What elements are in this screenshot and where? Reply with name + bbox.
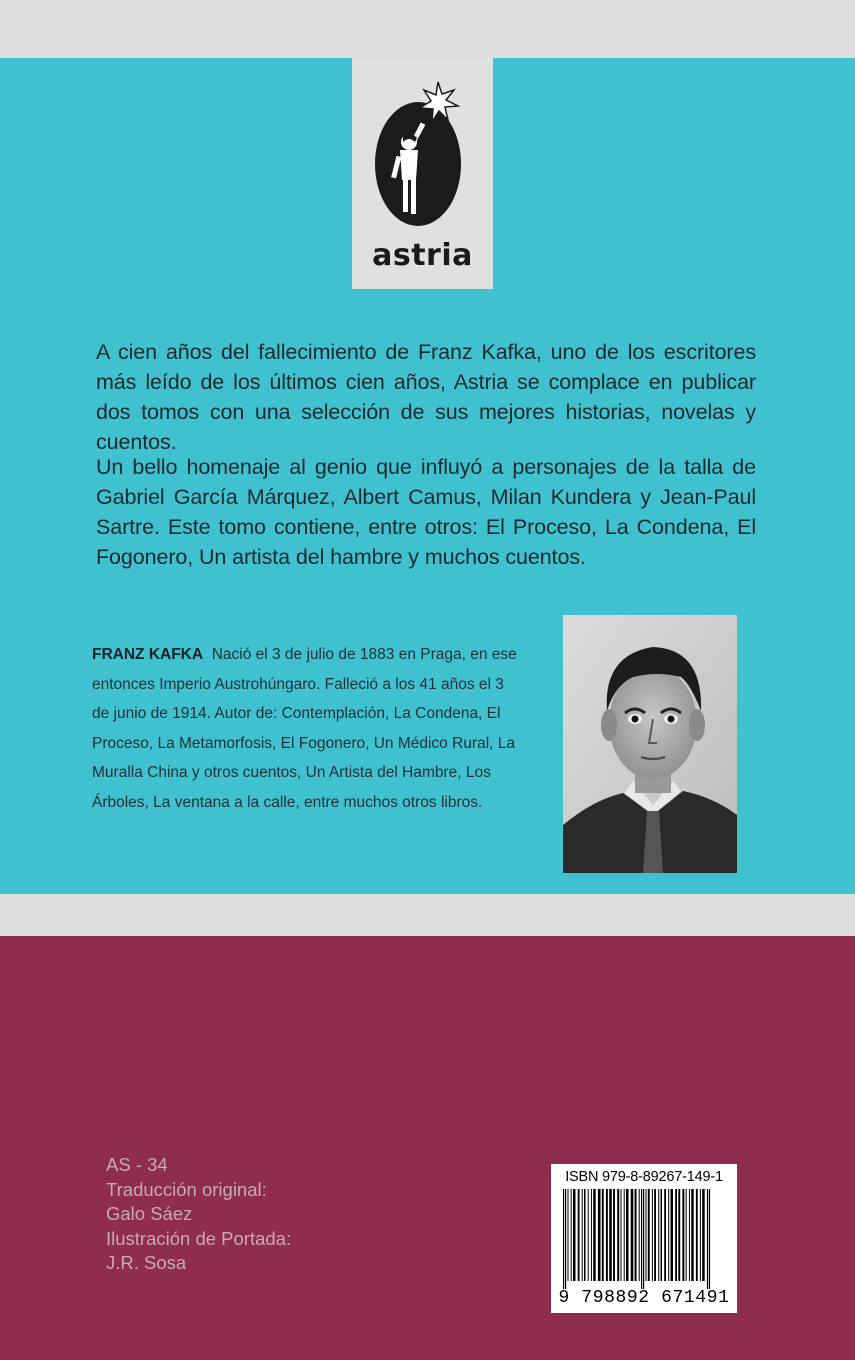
barcode-bar bbox=[617, 1189, 619, 1281]
barcode-guard-bar bbox=[709, 1189, 710, 1289]
credits-block bbox=[106, 1153, 291, 1276]
barcode-guard-bar bbox=[641, 1189, 642, 1289]
top-gray-band bbox=[0, 0, 855, 58]
barcode-bar bbox=[573, 1189, 576, 1281]
barcode-bar bbox=[621, 1189, 622, 1281]
barcode-bar bbox=[658, 1189, 659, 1281]
translation-label: Traducción original: bbox=[106, 1178, 267, 1200]
barcode-digits: 9 798892 671491 bbox=[558, 1288, 730, 1308]
barcode-bar bbox=[598, 1189, 601, 1281]
barcode-bar bbox=[606, 1189, 608, 1281]
barcode-bar bbox=[626, 1189, 629, 1281]
barcode-bar bbox=[631, 1189, 634, 1281]
barcode-bar bbox=[702, 1189, 705, 1281]
author-name: FRANZ KAFKA bbox=[92, 646, 204, 663]
publisher-logo bbox=[352, 58, 493, 289]
cover-illustration-label: Ilustración de Portada: bbox=[106, 1227, 292, 1249]
barcode-bar bbox=[691, 1189, 694, 1281]
barcode-bar bbox=[668, 1189, 669, 1281]
barcode-bar bbox=[686, 1189, 687, 1281]
barcode-guard-bar bbox=[563, 1189, 564, 1289]
barcode-bar bbox=[582, 1189, 583, 1281]
barcode-bar bbox=[613, 1189, 615, 1281]
barcode-bar bbox=[654, 1189, 656, 1281]
barcode-bar bbox=[584, 1189, 586, 1281]
barcode-bar bbox=[700, 1189, 701, 1281]
barcode-bar bbox=[571, 1189, 572, 1281]
barcode-bar bbox=[689, 1189, 690, 1281]
girl-reaching-star-icon bbox=[372, 76, 473, 256]
barcode-guard-bar bbox=[565, 1189, 566, 1289]
barcode-bar bbox=[578, 1189, 580, 1281]
barcode-bar bbox=[671, 1189, 674, 1281]
barcode-bar bbox=[602, 1189, 604, 1281]
barcode-bar bbox=[678, 1189, 680, 1281]
series-code: AS - 34 bbox=[106, 1154, 168, 1175]
blurb-paragraph-2: Un bello homenaje al genio que influyó a personajes de la talla de Gabriel García Márquez, Albert Camus, Milan Kundera y Jean-Paul Sartre. Este tomo contiene, entre otros: El Proceso, La Condena, El Fogonero, Un artista del hambre y muchos cuentos. bbox=[96, 455, 756, 569]
barcode-bar bbox=[624, 1189, 625, 1281]
barcode-bar bbox=[568, 1189, 569, 1281]
author-bio-text: Nació el 3 de julio de 1883 en Praga, en ese entonces Imperio Austrohúngaro. Falleció a los 41 años el 3 de junio de 1914. Autor de: Contemplación, La Condena, El Proceso, La Metamorfosis, El Fogonero, Un Médico Rural, La Muralla China y otros cuentos, Un Artista del Hambre, Los Árboles, La ventana a la calle, entre muchos otros libros. bbox=[92, 646, 517, 811]
barcode-bar bbox=[588, 1189, 589, 1281]
blurb-paragraph-1: A cien años del fallecimiento de Franz Kafka, uno de los escritores más leído de los últimos cien años, Astria se complace en publicar dos tomos con una selección de sus mejores historias, novelas y cuentos. bbox=[96, 340, 756, 454]
author-photo bbox=[563, 615, 737, 873]
barcode-bar bbox=[696, 1189, 698, 1281]
isbn-label: ISBN 979-8-89267-149-1 bbox=[565, 1169, 723, 1185]
barcode-bars bbox=[561, 1189, 727, 1289]
barcode-guard-bar bbox=[643, 1189, 644, 1289]
isbn-barcode bbox=[551, 1164, 737, 1313]
barcode-bar bbox=[675, 1189, 677, 1281]
barcode-bar bbox=[593, 1189, 596, 1281]
barcode-bar bbox=[652, 1189, 653, 1281]
barcode-bar bbox=[591, 1189, 592, 1281]
barcode-bar bbox=[664, 1189, 666, 1281]
barcode-bar bbox=[661, 1189, 663, 1281]
barcode-bar bbox=[635, 1189, 637, 1281]
barcode-bar bbox=[639, 1189, 640, 1281]
barcode-bar bbox=[648, 1189, 650, 1281]
author-bio bbox=[92, 640, 524, 817]
translator-name: Galo Sáez bbox=[106, 1203, 193, 1224]
barcode-bar bbox=[682, 1189, 684, 1281]
illustrator-name: J.R. Sosa bbox=[106, 1252, 187, 1273]
barcode-bar bbox=[609, 1189, 612, 1281]
barcode-bar bbox=[646, 1189, 647, 1281]
publisher-logo-text: astria bbox=[372, 238, 473, 273]
middle-gray-band bbox=[0, 894, 855, 936]
barcode-guard-bar bbox=[707, 1189, 708, 1289]
